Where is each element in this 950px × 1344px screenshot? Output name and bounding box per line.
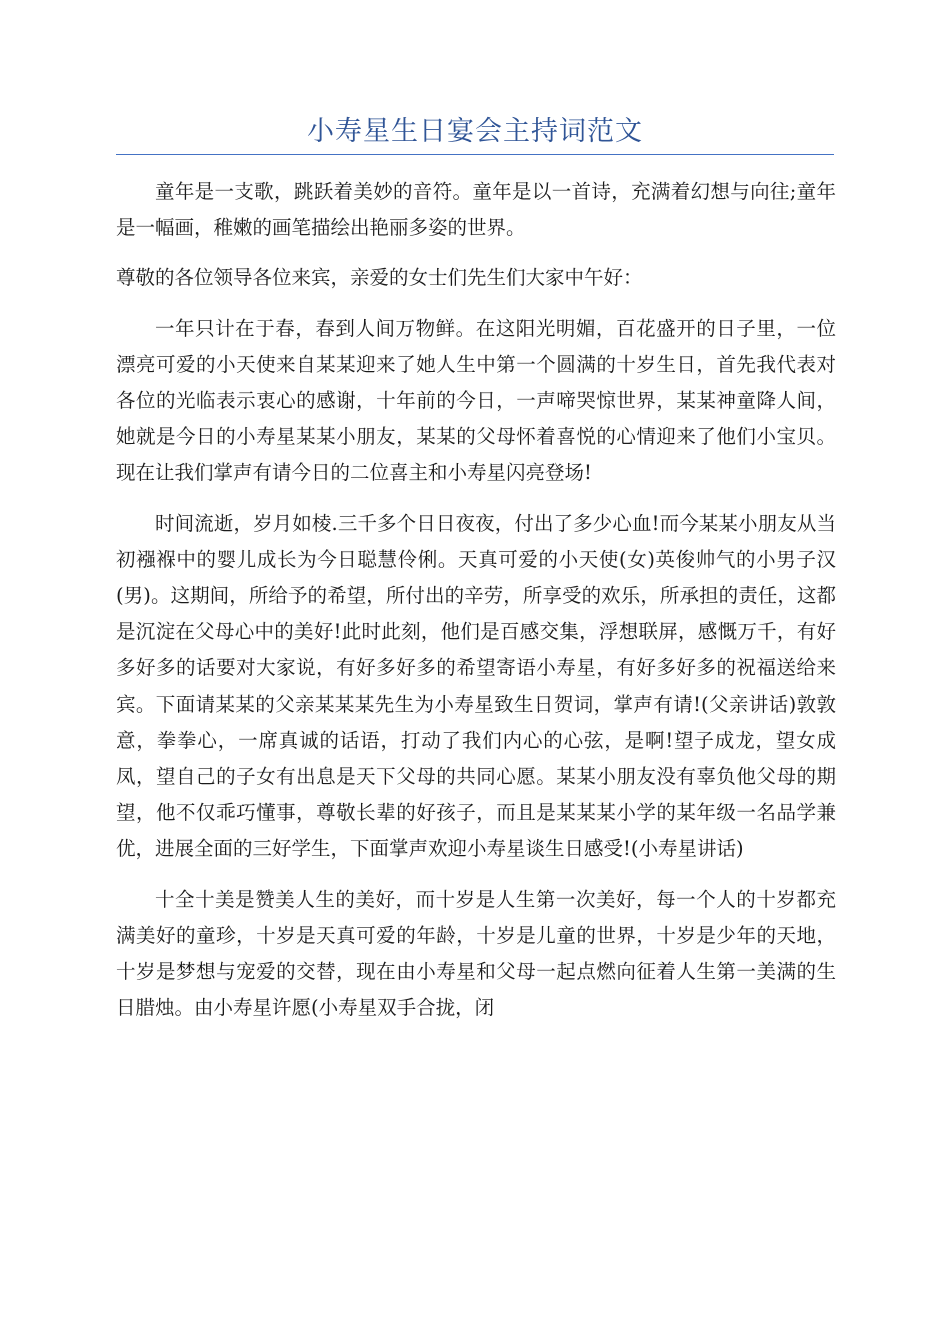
paragraph-intro: 童年是一支歌，跳跃着美妙的音符。童年是以一首诗，充满着幻想与向往;童年是一幅画，稚嫩的画笔描绘出艳丽多姿的世界。 [116,180,836,240]
document-title: 小寿星生日宴会主持词范文 [307,116,643,147]
paragraph-opening: 一年只计在于春，春到人间万物鲜。在这阳光明媚，百花盛开的日子里，一位漂亮可爱的小天使来自某某迎来了她人生中第一个圆满的十岁生日，首先我代表对各位的光临表示衷心的感谢，十年前的今日，一声啼哭惊世界，某某神童降人间，她就是今日的小寿星某某小朋友，某某的父母怀着喜悦的心情迎来了他们小宝贝。现在让我们掌声有请今日的二位喜主和小寿星闪亮登场! [116,316,836,485]
document-body [116,174,836,1040]
paragraph-greeting: 尊敬的各位领导各位来宾，亲爱的女士们先生们大家中午好： [116,266,643,290]
paragraph-candles: 十全十美是赞美人生的美好，而十岁是人生第一次美好，每一个人的十岁都充满美好的童珍，十岁是天真可爱的年龄，十岁是儿童的世界，十岁是少年的天地，十岁是梦想与宠爱的交替，现在由小寿星和父母一起点燃向征着人生第一美满的生日腊烛。由小寿星许愿(小寿星双手合拢，闭 [116,887,836,1020]
paragraph-parents-speech: 时间流逝，岁月如棱.三千多个日日夜夜，付出了多少心血!而今某某小朋友从当初襁褓中的婴儿成长为今日聪慧伶俐。天真可爱的小天使(女)英俊帅气的小男子汉(男)。这期间，所给予的希望，所付出的辛劳，所享受的欢乐，所承担的责任，这都是沉淀在父母心中的美好!此时此刻，他们是百感交集，浮想联屏，感慨万千，有好多好多的话要对大家说，有好多好多的希望寄语小寿星，有好多好多的祝福送给来宾。下面请某某的父亲某某某先生为小寿星致生日贺词，掌声有请!(父亲讲话)敦敦意，拳拳心，一席真诚的话语，打动了我们内心的心弦，是啊!望子成龙，望女成凤，望自己的子女有出息是天下父母的共同心愿。某某小朋友没有辜负他父母的期望，他不仅乖巧懂事，尊敬长辈的好孩子，而且是某某某小学的某年级一名品学兼优，进展全面的三好学生，下面掌声欢迎小寿星谈生日感受!(小寿星讲话) [116,511,836,861]
title-underline [116,154,834,155]
